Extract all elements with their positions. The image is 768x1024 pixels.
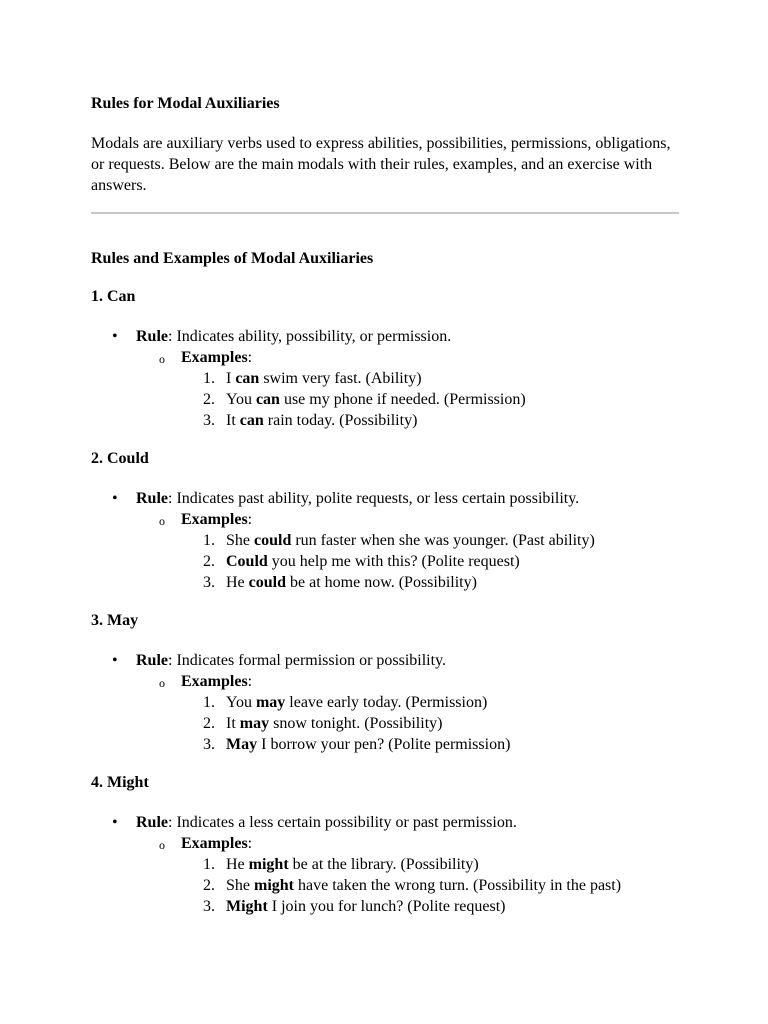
rule-list: [91, 326, 679, 431]
example-number: 1.: [203, 370, 215, 387]
example-number: 3.: [203, 412, 215, 429]
bullet-icon: •: [112, 328, 118, 345]
modal-heading: 4. Might: [91, 774, 149, 791]
bullet-icon: •: [112, 490, 118, 507]
example-modal-word: May: [226, 736, 258, 753]
example-modal-word: may: [255, 694, 286, 711]
example-item: [91, 551, 679, 572]
example-pre: She: [226, 532, 254, 549]
example-pre: He: [226, 574, 249, 591]
example-pre: It: [226, 715, 240, 732]
example-pre: He: [226, 856, 249, 873]
rule-item: [91, 488, 679, 509]
example-number: 3.: [203, 574, 215, 591]
bullet-icon: •: [112, 814, 118, 831]
example-post: snow tonight. (Possibility): [269, 715, 443, 732]
example-number: 3.: [203, 736, 215, 753]
sub-bullet-icon: o: [159, 676, 165, 690]
example-pre: It: [226, 412, 240, 429]
example-post: use my phone if needed. (Permission): [279, 391, 526, 408]
modal-section: [91, 286, 679, 431]
examples-label: Examples: [181, 349, 248, 366]
example-pre: You: [226, 694, 256, 711]
example-modal-word: might: [248, 856, 289, 873]
example-item: [91, 854, 679, 875]
example-item: [91, 530, 679, 551]
example-number: 2.: [203, 391, 215, 408]
modals-list: [91, 286, 679, 917]
examples-item: [91, 347, 679, 368]
example-item: [91, 410, 679, 431]
rule-text: : Indicates a less certain possibility or past permission.: [168, 814, 517, 831]
example-pre: I: [226, 370, 236, 387]
rule-item: [91, 650, 679, 671]
modal-heading: 3. May: [91, 612, 139, 629]
modal-heading: 2. Could: [91, 450, 149, 467]
rule-text: : Indicates ability, possibility, or permission.: [168, 328, 452, 345]
example-modal-word: might: [254, 877, 294, 894]
rule-text: : Indicates past ability, polite requests, or less certain possibility.: [168, 490, 580, 507]
modal-section: [91, 448, 679, 593]
modal-section: [91, 772, 679, 917]
example-pre: She: [226, 877, 254, 894]
example-item: [91, 713, 679, 734]
example-post: you help me with this? (Polite request): [267, 553, 520, 570]
example-modal-word: can: [255, 391, 280, 408]
example-post: rain today. (Possibility): [263, 412, 418, 429]
examples-label: Examples: [181, 511, 248, 528]
example-post: I join you for lunch? (Polite request): [267, 898, 506, 915]
example-modal-word: could: [248, 574, 286, 591]
example-item: [91, 692, 679, 713]
example-modal-word: Might: [226, 898, 268, 915]
example-item: [91, 389, 679, 410]
sub-bullet-icon: o: [159, 514, 165, 528]
sub-bullet-icon: o: [159, 838, 165, 852]
example-post: leave early today. (Permission): [285, 694, 488, 711]
rule-list: [91, 650, 679, 755]
example-number: 2.: [203, 715, 215, 732]
rule-list: [91, 488, 679, 593]
examples-item: [91, 671, 679, 692]
examples-item: [91, 509, 679, 530]
rule-label: Rule: [136, 490, 168, 507]
example-item: [91, 572, 679, 593]
examples-colon: :: [247, 349, 253, 366]
document-title: Rules for Modal Auxiliaries: [91, 95, 280, 112]
example-modal-word: can: [235, 370, 260, 387]
examples-label: Examples: [181, 673, 248, 690]
examples-label: Examples: [181, 835, 248, 852]
example-item: [91, 368, 679, 389]
sub-bullet-icon: o: [159, 352, 165, 366]
modal-section: [91, 610, 679, 755]
horizontal-divider: [91, 212, 679, 214]
example-modal-word: Could: [226, 553, 268, 570]
example-item: [91, 896, 679, 917]
section-heading: Rules and Examples of Modal Auxiliaries: [91, 250, 374, 267]
examples-colon: :: [247, 673, 253, 690]
example-pre: You: [226, 391, 256, 408]
example-number: 1.: [203, 694, 215, 711]
rule-item: [91, 812, 679, 833]
example-post: I borrow your pen? (Polite permission): [257, 736, 511, 753]
example-modal-word: may: [239, 715, 270, 732]
example-item: [91, 875, 679, 896]
examples-item: [91, 833, 679, 854]
document-content: [91, 93, 679, 917]
example-number: 3.: [203, 898, 215, 915]
example-post: be at the library. (Possibility): [288, 856, 479, 873]
rule-list: [91, 812, 679, 917]
rule-item: [91, 326, 679, 347]
example-post: have taken the wrong turn. (Possibility in the past): [294, 877, 622, 894]
examples-colon: :: [247, 835, 253, 852]
example-post: swim very fast. (Ability): [259, 370, 422, 387]
rule-label: Rule: [136, 328, 168, 345]
example-number: 1.: [203, 532, 215, 549]
rule-text: : Indicates formal permission or possibility.: [168, 652, 447, 669]
example-item: [91, 734, 679, 755]
rule-label: Rule: [136, 652, 168, 669]
examples-colon: :: [247, 511, 253, 528]
modal-heading: 1. Can: [91, 288, 136, 305]
intro-paragraph: Modals are auxiliary verbs used to express abilities, possibilities, permissions, obligations, or requests. Below are the main modals with their rules, examples, and an exercise with answers.: [91, 135, 671, 194]
example-modal-word: can: [239, 412, 264, 429]
example-number: 1.: [203, 856, 215, 873]
example-number: 2.: [203, 877, 215, 894]
example-post: be at home now. (Possibility): [286, 574, 477, 591]
example-post: run faster when she was younger. (Past ability): [291, 532, 595, 549]
rule-label: Rule: [136, 814, 168, 831]
example-modal-word: could: [254, 532, 292, 549]
bullet-icon: •: [112, 652, 118, 669]
example-number: 2.: [203, 553, 215, 570]
